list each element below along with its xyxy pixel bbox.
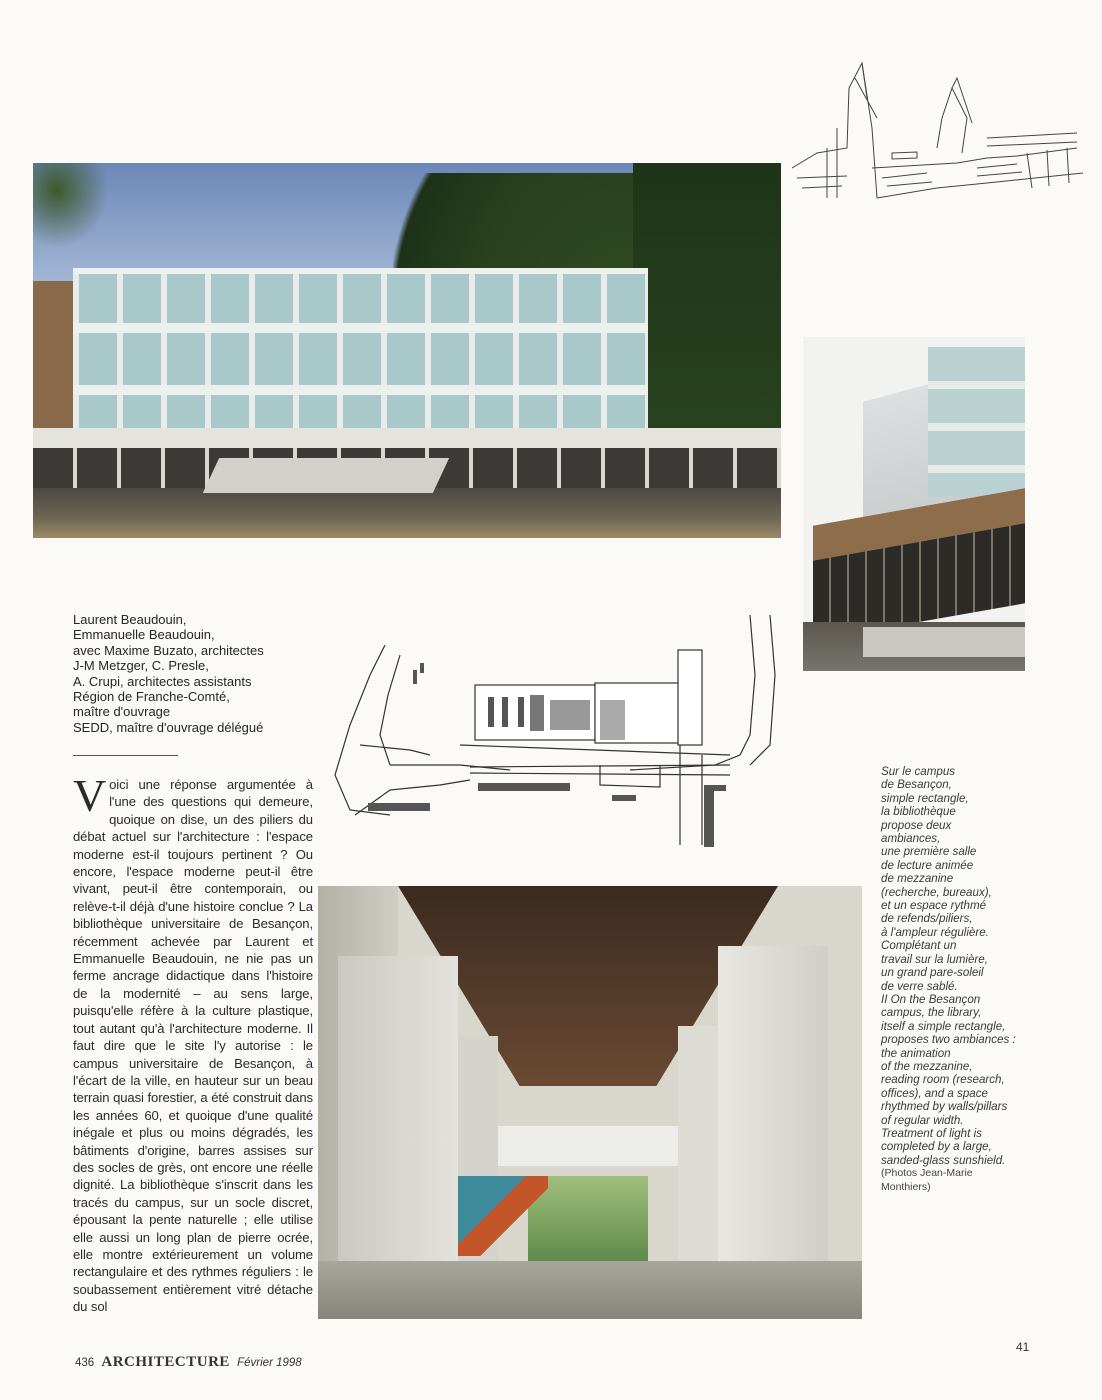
footer-folio (75, 1354, 302, 1371)
divider (73, 755, 178, 756)
article-text: oici une réponse argumentée à l'une des questions qui demeure, quoique on dise, un des piliers du débat actuel sur l'architecture : l'espace moderne est-il toujours pertinent ? Ou encore, l'espace moderne peut-il être vivant, peut-il être contemporain, ou relève-t-il déjà d'une histoire conclue ? La bibliothèque universitaire de Besançon, récemment achevée par Laurent et Emmanuelle Beaudouin, ne nie pas un ferme ancrage didactique dans l'histoire de la modernité – au sens large, puisqu'elle réfère à la culture plastique, tout autant qu'à l'architecture moderne. Il faut dire que le site l'y autorise : le campus universitaire de Besançon, à l'écart de la ville, en hauteur sur un beau terrain quasi forestier, a été construit dans les années 60, et quoique d'une qualité inégale et plus ou moins dégradés, les bâtiments d'origine, barres assises sur des socles de grès, ont encore une réelle dignité. La bibliothèque s'inscrit dans les tracés du campus, sur un socle discret, épousant la pente naturelle ; elle utilise elle aussi un long plan de pierre ocrée, elle montre extérieurement un volume rectangulaire et des rythmes réguliers : le soubassement entièrement vitré détache du sol (73, 777, 313, 1315)
caption-line-en: Treatment of light is (881, 1126, 982, 1140)
caption-line: (recherche, bureaux), (881, 885, 992, 899)
caption-line: à l'ampleur régulière. (881, 925, 989, 939)
caption-line: de lecture animée (881, 858, 974, 872)
caption-line-en: rhythmed by walls/pillars (881, 1100, 1008, 1114)
page-number-right: 41 (1016, 1340, 1030, 1354)
caption-line: une première salle (881, 845, 977, 859)
caption-line: simple rectangle, (881, 791, 969, 805)
caption-line: propose deux (881, 818, 952, 832)
credit-line: J-M Metzger, C. Presle, (73, 658, 209, 674)
credit-line: Laurent Beaudouin, (73, 612, 187, 627)
credit-line: SEDD, maître d'ouvrage délégué (73, 719, 264, 735)
magazine-title: ARCHITECTURE (101, 1354, 230, 1370)
architectural-sketch (787, 58, 1083, 218)
caption-line: travail sur la lumière, (881, 952, 988, 966)
caption-line: ambiances, (881, 832, 941, 846)
credit-line: avec Maxime Buzato, architectes (73, 642, 264, 658)
issue-date: Février 1998 (237, 1357, 302, 1369)
caption-line-en: the animation (881, 1046, 951, 1060)
photo-caption (881, 765, 1061, 1194)
photo-library-exterior (33, 163, 781, 538)
caption-line-en: completed by a large, (881, 1140, 992, 1154)
caption-line: de Besançon, (881, 778, 952, 792)
photo-library-interior (318, 886, 862, 1319)
caption-line: et un espace rythmé (881, 899, 987, 913)
site-plan (330, 615, 780, 855)
credit-line: A. Crupi, architectes assistants (73, 673, 252, 689)
caption-line-en: of regular width. (881, 1113, 964, 1127)
caption-line: de verre sablé. (881, 979, 958, 993)
caption-line: Sur le campus (881, 765, 956, 778)
photo-credit-line: (Photos Jean-Marie (881, 1167, 973, 1180)
caption-line-en: offices), and a space (881, 1086, 988, 1100)
photo-library-facade (803, 337, 1025, 671)
credit-line: maître d'ouvrage (73, 704, 171, 720)
drop-cap: V (73, 770, 107, 821)
project-credits (73, 612, 313, 735)
caption-line: un grand pare-soleil (881, 966, 984, 980)
caption-line: la bibliothèque (881, 805, 956, 819)
caption-line-en: campus, the library, (881, 1006, 982, 1020)
caption-line-en: itself a simple rectangle, (881, 1019, 1006, 1033)
caption-line-en: II On the Besançon (881, 992, 981, 1006)
article-body (73, 770, 313, 1316)
page-number-left: 436 (75, 1357, 95, 1369)
caption-line-en: of the mezzanine, (881, 1059, 973, 1073)
credit-line: Emmanuelle Beaudouin, (73, 627, 215, 643)
credit-line: Région de Franche-Comté, (73, 689, 230, 705)
caption-line-en: sanded-glass sunshield. (881, 1153, 1006, 1167)
caption-line: de mezzanine (881, 872, 954, 886)
photo-credit-line: Monthiers) (881, 1180, 931, 1193)
caption-line: Complétant un (881, 939, 957, 953)
caption-line-en: reading room (research, (881, 1073, 1005, 1087)
caption-line: de refends/piliers, (881, 912, 973, 926)
caption-line-en: proposes two ambiances : (881, 1033, 1016, 1047)
